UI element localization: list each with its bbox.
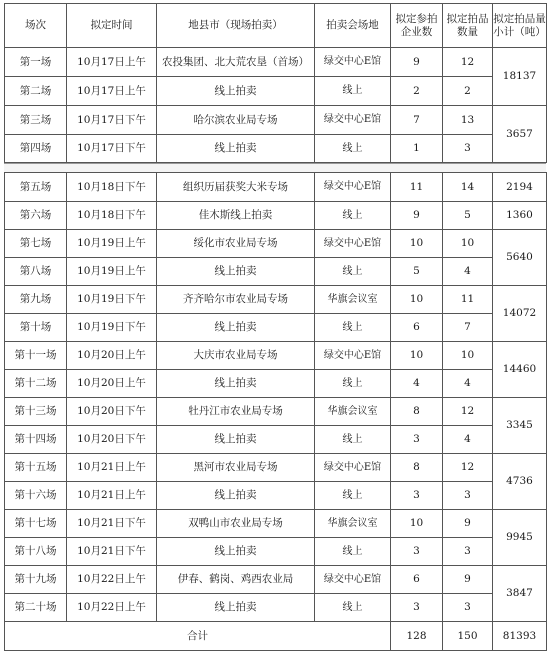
cell-name: 线上拍卖 <box>157 594 315 622</box>
cell-venue: 线上 <box>315 370 391 398</box>
table-row <box>5 398 547 426</box>
cell-session: 第八场 <box>5 258 67 286</box>
cell-lots: 12 <box>443 398 493 426</box>
cell-session: 第十八场 <box>5 538 67 566</box>
cell-session: 第十六场 <box>5 482 67 510</box>
cell-lots: 10 <box>443 230 493 258</box>
cell-session: 第十场 <box>5 314 67 342</box>
cell-companies: 6 <box>391 566 443 594</box>
cell-name: 农投集团、北大荒农垦（首场） <box>157 48 315 77</box>
cell-session: 第十四场 <box>5 426 67 454</box>
cell-session: 第二场 <box>5 77 67 106</box>
auction-table-bottom <box>4 172 547 651</box>
cell-lots: 10 <box>443 342 493 370</box>
cell-lots: 3 <box>443 135 493 163</box>
cell-lots: 12 <box>443 454 493 482</box>
cell-companies: 8 <box>391 398 443 426</box>
cell-time: 10月18日下午 <box>67 202 157 230</box>
cell-companies: 10 <box>391 286 443 314</box>
cell-name: 线上拍卖 <box>157 258 315 286</box>
cell-companies: 9 <box>391 202 443 230</box>
cell-subtotal: 14460 <box>493 342 547 398</box>
cell-venue: 华旗会议室 <box>315 510 391 538</box>
cell-session: 第五场 <box>5 173 67 202</box>
cell-companies: 6 <box>391 314 443 342</box>
cell-lots: 11 <box>443 286 493 314</box>
cell-time: 10月20日下午 <box>67 398 157 426</box>
header-row <box>5 4 547 48</box>
cell-time: 10月17日下午 <box>67 106 157 135</box>
cell-venue: 线上 <box>315 314 391 342</box>
table-row <box>5 258 547 286</box>
header-subtotal: 拟定拍品量小计（吨） <box>493 4 547 48</box>
cell-session: 第十五场 <box>5 454 67 482</box>
cell-name: 哈尔滨农业局专场 <box>157 106 315 135</box>
cell-name: 线上拍卖 <box>157 538 315 566</box>
cell-subtotal: 2194 <box>493 173 547 202</box>
auction-table-top <box>4 3 547 163</box>
cell-time: 10月21日上午 <box>67 482 157 510</box>
cell-session: 第十一场 <box>5 342 67 370</box>
cell-companies: 2 <box>391 77 443 106</box>
cell-name: 线上拍卖 <box>157 135 315 163</box>
cell-companies: 1 <box>391 135 443 163</box>
cell-name: 线上拍卖 <box>157 482 315 510</box>
cell-time: 10月17日上午 <box>67 77 157 106</box>
cell-name: 绥化市农业局专场 <box>157 230 315 258</box>
table-row <box>5 106 547 135</box>
cell-subtotal: 4736 <box>493 454 547 510</box>
cell-session: 第二十场 <box>5 594 67 622</box>
cell-venue: 绿交中心E馆 <box>315 48 391 77</box>
table-row <box>5 538 547 566</box>
header-session: 场次 <box>5 4 67 48</box>
cell-venue: 线上 <box>315 77 391 106</box>
table-row <box>5 173 547 202</box>
cell-session: 第十二场 <box>5 370 67 398</box>
cell-venue: 线上 <box>315 202 391 230</box>
cell-time: 10月20日上午 <box>67 370 157 398</box>
cell-companies: 8 <box>391 454 443 482</box>
header-name: 地县市（现场拍卖） <box>157 4 315 48</box>
table-row <box>5 594 547 622</box>
cell-companies: 9 <box>391 48 443 77</box>
cell-name: 黑河市农业局专场 <box>157 454 315 482</box>
total-lots: 150 <box>443 622 493 651</box>
cell-venue: 线上 <box>315 258 391 286</box>
cell-subtotal: 9945 <box>493 510 547 566</box>
table-row <box>5 454 547 482</box>
cell-venue: 线上 <box>315 135 391 163</box>
cell-venue: 线上 <box>315 594 391 622</box>
cell-companies: 3 <box>391 594 443 622</box>
cell-lots: 4 <box>443 370 493 398</box>
cell-lots: 13 <box>443 106 493 135</box>
cell-name: 大庆市农业局专场 <box>157 342 315 370</box>
cell-session: 第十三场 <box>5 398 67 426</box>
cell-companies: 7 <box>391 106 443 135</box>
cell-lots: 4 <box>443 258 493 286</box>
total-amount: 81393 <box>493 622 547 651</box>
table-row <box>5 286 547 314</box>
cell-venue: 绿交中心E馆 <box>315 566 391 594</box>
cell-name: 线上拍卖 <box>157 314 315 342</box>
cell-lots: 3 <box>443 538 493 566</box>
table-row <box>5 135 547 163</box>
cell-lots: 9 <box>443 510 493 538</box>
cell-time: 10月17日上午 <box>67 48 157 77</box>
cell-time: 10月22日上午 <box>67 566 157 594</box>
header-venue: 拍卖会场地 <box>315 4 391 48</box>
cell-lots: 4 <box>443 426 493 454</box>
cell-session: 第一场 <box>5 48 67 77</box>
cell-subtotal: 5640 <box>493 230 547 286</box>
cell-lots: 7 <box>443 314 493 342</box>
cell-venue: 华旗会议室 <box>315 286 391 314</box>
cell-venue: 线上 <box>315 426 391 454</box>
header-lots: 拟定拍品数量 <box>443 4 493 48</box>
cell-time: 10月20日下午 <box>67 426 157 454</box>
cell-name: 线上拍卖 <box>157 370 315 398</box>
cell-session: 第七场 <box>5 230 67 258</box>
total-row <box>5 622 547 651</box>
cell-lots: 12 <box>443 48 493 77</box>
cell-name: 线上拍卖 <box>157 426 315 454</box>
cell-name: 组织历届获奖大米专场 <box>157 173 315 202</box>
total-label: 合计 <box>5 622 391 651</box>
cell-lots: 9 <box>443 566 493 594</box>
cell-subtotal: 18137 <box>493 48 547 106</box>
cell-companies: 4 <box>391 370 443 398</box>
table-row <box>5 426 547 454</box>
cell-session: 第四场 <box>5 135 67 163</box>
table-row <box>5 48 547 77</box>
cell-companies: 10 <box>391 230 443 258</box>
cell-companies: 10 <box>391 510 443 538</box>
cell-name: 线上拍卖 <box>157 77 315 106</box>
table-row <box>5 482 547 510</box>
table-row <box>5 77 547 106</box>
cell-name: 双鸭山市农业局专场 <box>157 510 315 538</box>
cell-venue: 绿交中心E馆 <box>315 342 391 370</box>
cell-subtotal: 14072 <box>493 286 547 342</box>
cell-lots: 2 <box>443 77 493 106</box>
cell-subtotal: 3345 <box>493 398 547 454</box>
cell-venue: 线上 <box>315 482 391 510</box>
cell-time: 10月19日上午 <box>67 258 157 286</box>
cell-time: 10月21日上午 <box>67 454 157 482</box>
cell-subtotal: 3657 <box>493 106 547 163</box>
header-time: 拟定时间 <box>67 4 157 48</box>
cell-name: 伊春、鹤岗、鸡西农业局 <box>157 566 315 594</box>
cell-companies: 3 <box>391 538 443 566</box>
cell-companies: 3 <box>391 426 443 454</box>
cell-companies: 10 <box>391 342 443 370</box>
cell-venue: 绿交中心E馆 <box>315 230 391 258</box>
cell-venue: 线上 <box>315 538 391 566</box>
cell-time: 10月22日上午 <box>67 594 157 622</box>
cell-name: 齐齐哈尔市农业局专场 <box>157 286 315 314</box>
table-row <box>5 230 547 258</box>
cell-name: 佳木斯线上拍卖 <box>157 202 315 230</box>
cell-companies: 11 <box>391 173 443 202</box>
cell-venue: 华旗会议室 <box>315 398 391 426</box>
cell-time: 10月17日下午 <box>67 135 157 163</box>
table-row <box>5 370 547 398</box>
table-row <box>5 566 547 594</box>
cell-venue: 绿交中心E馆 <box>315 173 391 202</box>
cell-session: 第九场 <box>5 286 67 314</box>
cell-session: 第十九场 <box>5 566 67 594</box>
table-row <box>5 202 547 230</box>
cell-subtotal: 1360 <box>493 202 547 230</box>
header-companies: 拟定参拍企业数 <box>391 4 443 48</box>
cell-time: 10月21日下午 <box>67 538 157 566</box>
cell-time: 10月19日下午 <box>67 314 157 342</box>
cell-time: 10月20日上午 <box>67 342 157 370</box>
cell-companies: 3 <box>391 482 443 510</box>
cell-companies: 5 <box>391 258 443 286</box>
cell-lots: 3 <box>443 482 493 510</box>
cell-lots: 14 <box>443 173 493 202</box>
cell-venue: 绿交中心E馆 <box>315 106 391 135</box>
cell-session: 第三场 <box>5 106 67 135</box>
cell-name: 牡丹江市农业局专场 <box>157 398 315 426</box>
cell-session: 第十七场 <box>5 510 67 538</box>
cell-lots: 3 <box>443 594 493 622</box>
cell-subtotal: 3847 <box>493 566 547 622</box>
table-row <box>5 510 547 538</box>
total-companies: 128 <box>391 622 443 651</box>
cell-venue: 绿交中心E馆 <box>315 454 391 482</box>
table-row <box>5 314 547 342</box>
cell-session: 第六场 <box>5 202 67 230</box>
table-row <box>5 342 547 370</box>
cell-time: 10月21日下午 <box>67 510 157 538</box>
cell-time: 10月19日上午 <box>67 230 157 258</box>
cell-time: 10月18日下午 <box>67 173 157 202</box>
cell-lots: 5 <box>443 202 493 230</box>
cell-time: 10月19日下午 <box>67 286 157 314</box>
